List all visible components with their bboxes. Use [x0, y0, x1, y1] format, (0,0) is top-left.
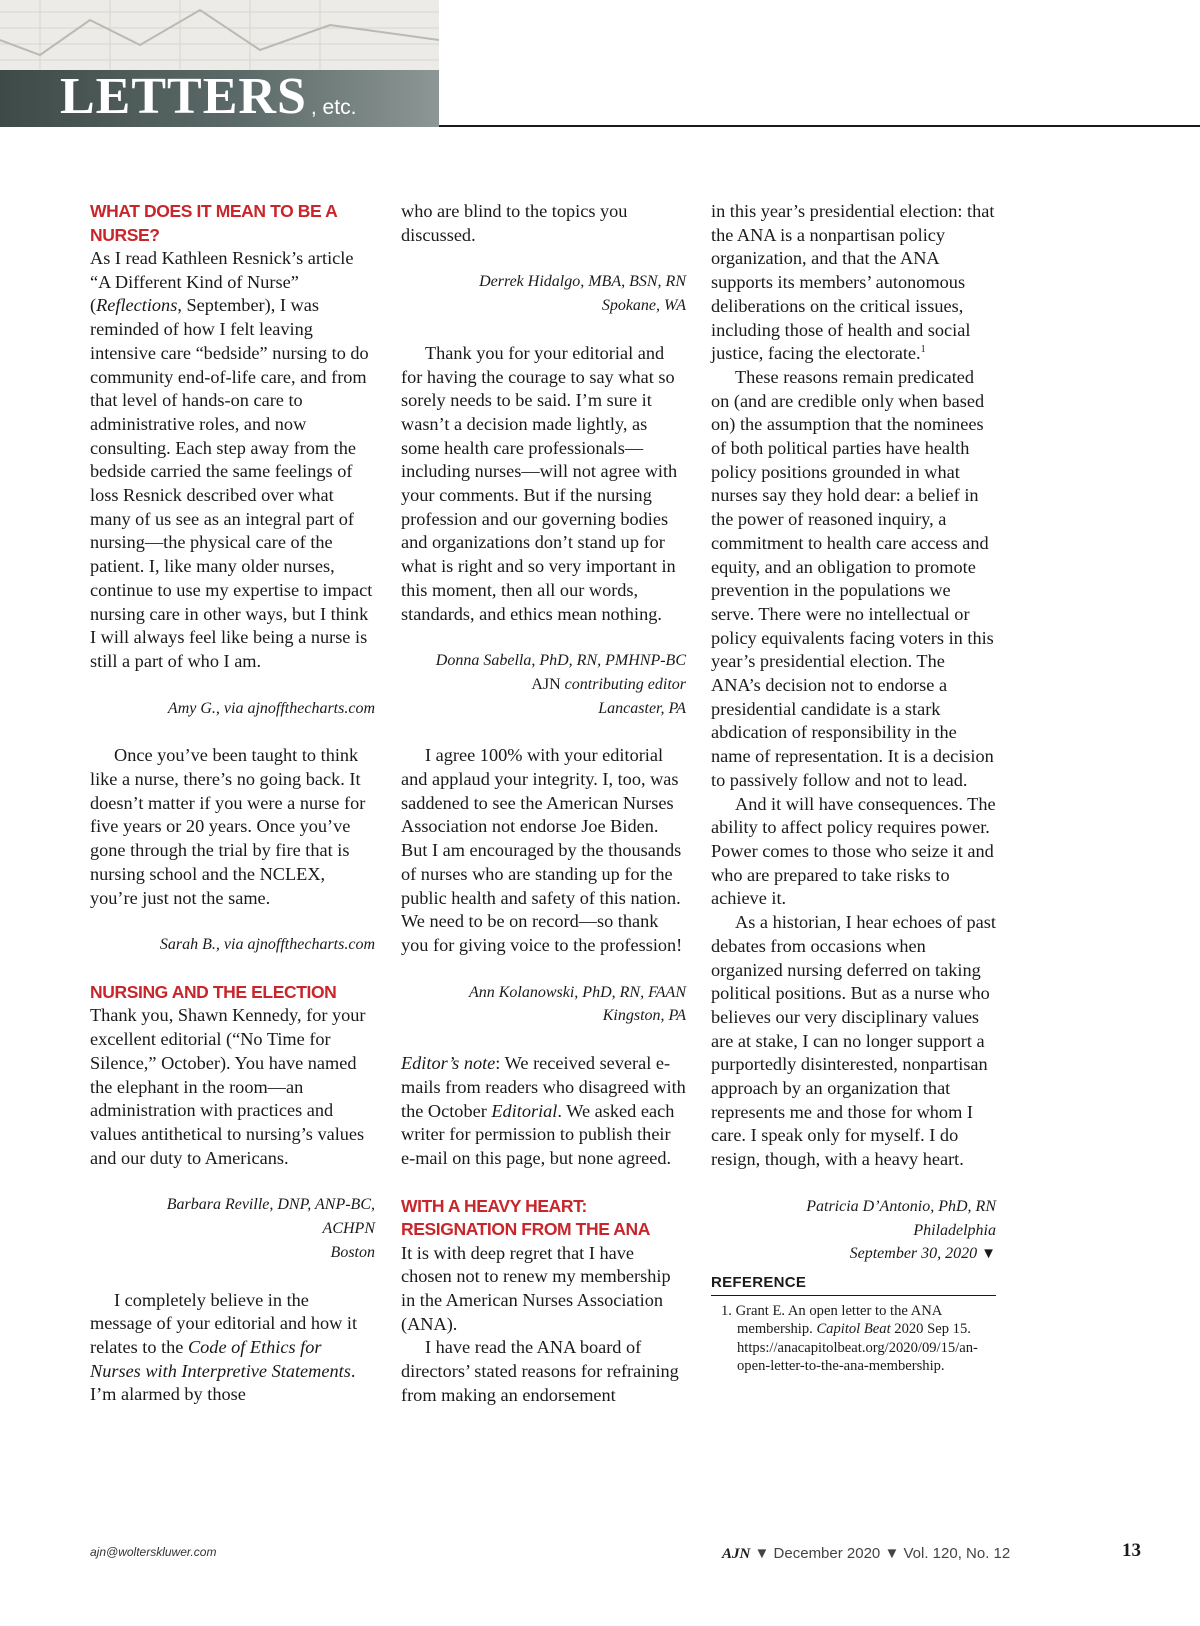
letter-signature: Barbara Reville, DNP, ANP-BC, ACHPN Boston [166, 1196, 375, 1261]
letter-paragraph: As a historian, I hear echoes of past debates from occasions when organized nursing deferred on taking political positions. But as a nurse who believes our very disciplinary values are at stake, I can no longer support a purportedly disinterested, nonpartisan approach by an organization that represents me and those for whom I care. I speak only for myself. I do resign, though, with a heavy heart. [711, 912, 996, 1170]
letter-signature: Sarah B., via ajnoffthecharts.com [159, 936, 375, 954]
letter-signature: Amy G., via ajnoffthecharts.com [167, 699, 375, 717]
letter-paragraph: And it will have consequences. The ability to affect policy requires power. Power comes to those who seize it and who are prepared to take risks to achieve it. [711, 793, 996, 909]
column-1 [90, 200, 375, 1407]
footer-email: ajn@wolterskluwer.com [90, 1545, 217, 1559]
letter-paragraph: It is with deep regret that I have chosen not to renew my membership in the American Nurses Association (ANA). [401, 1242, 671, 1334]
section-title-suffix: , etc. [310, 96, 357, 119]
editors-note: Editor’s note: We received several e-mails from readers who disagreed with the October Editorial. We asked each writer for permission to publish their e-mail on this page, but none agreed. [401, 1053, 686, 1168]
separator-icon: ▼ [884, 1545, 900, 1562]
letter-paragraph: in this year’s presidential election: that the ANA is a nonpartisan policy organization, and that the ANA supports its members’ autonomous deliberations on the critical issues, including those of health and social justice, facing the electorate.$^1$ [711, 201, 995, 364]
reference-heading: REFERENCE [711, 1273, 996, 1296]
letter-paragraph: I completely believe in the message of your editorial and how it relates to the Code of Ethics for Nurses with Interpretive Statements. I’m alarmed by those [90, 1289, 358, 1405]
journal-name: AJN [722, 1546, 751, 1562]
letter-signature: Donna Sabella, PhD, RN, PMHNP-BC AJN contributing editor Lancaster, PA [435, 652, 686, 717]
section-title [60, 70, 356, 127]
letter-paragraph: Thank you for your editorial and for having the courage to say what so sorely needs to be said. I’m sure it wasn’t a decision made lightly, as some health care professionals—including nurses—will not agree with your comments. But if the nursing profession and our governing bodies and organizations don’t stand up for what is right and so very important in this moment, then all our words, standards, and ethics mean nothing. [401, 342, 678, 624]
letter-signature: Ann Kolanowski, PhD, RN, FAAN Kingston, PA [468, 983, 686, 1025]
letter-paragraph: I agree 100% with your editorial and applaud your integrity. I, too, was saddened to see the American Nurses Association not endorse Joe Biden. But I am encouraged by the thousands of nurses who are standing up for the public health and safety of this nation. We need to be on record—so thank you for giving voice to the profession! [401, 745, 683, 955]
section-title-main: LETTERS [60, 68, 307, 125]
letter-paragraph: who are blind to the topics you discussed. [401, 201, 628, 245]
end-mark-icon: ▼ [981, 1246, 996, 1263]
letter-heading: WITH A HEAVY HEART: RESIGNATION FROM THE ANA [401, 1195, 651, 1240]
header-rule [439, 125, 1200, 127]
column-2 [401, 200, 686, 1408]
footer-journal-info: AJN ▼ December 2020 ▼ Vol. 120, No. 12 [722, 1545, 1011, 1562]
letter-paragraph: I have read the ANA board of directors’ stated reasons for refraining from making an endorsement [401, 1337, 679, 1405]
letter-paragraph: These reasons remain predicated on (and are credible only when based on) the assumption that the nominees of both political parties have health policy positions grounded in what nurses say they hold dear: a belief in the power of reasoned inquiry, a commitment to health care access and equity, and an obligation to promote prevention in the populations we serve. There were no intellectual or policy equivalents facing voters in this year’s presidential election. The ANA’s decision not to endorse a presidential candidate is a stark abdication of responsibility in the name of representation. It is a decision to passively follow and not to lead. [711, 366, 994, 790]
letter-paragraph: Thank you, Shawn Kennedy, for your excellent editorial (“No Time for Silence,” October). You have named the elephant in the room—an administration with practices and values antithetical to nursing’s values and our duty to Americans. [90, 1005, 366, 1168]
letter-signature: Derrek Hidalgo, MBA, BSN, RN Spokane, WA [479, 273, 686, 315]
letter-paragraph: As I read Kathleen Resnick’s article “A Different Kind of Nurse” (Reflections, September), I was reminded of how I felt leaving intensive care “bedside” nursing to do community end-of-life care, and from that level of hands-on care to administrative roles, and now consulting. Each step away from the bedside carried the same feelings of loss Resnick described over what many of us see as an integral part of nursing—the physical care of the patient. I, like many older nurses, continue to use my expertise to impact nursing care in other ways, but I think I will always feel like being a nurse is still a part of who I am. [90, 248, 373, 671]
letter-heading: WHAT DOES IT MEAN TO BE A NURSE? [90, 201, 337, 245]
reference-list [711, 1302, 996, 1376]
letter-heading: NURSING AND THE ELECTION [90, 981, 337, 1002]
page-number: 13 [1122, 1540, 1141, 1561]
reference-item: 1. Grant E. An open letter to the ANA membership. Capitol Beat 2020 Sep 15. https://anacapitolbeat.org/2020/09/15/an-open-letter-to-the-ana-membership. [721, 1302, 978, 1375]
column-3 [711, 200, 996, 1376]
letter-signature: Patricia D’Antonio, PhD, RN Philadelphia September 30, 2020 ▼ [806, 1197, 996, 1263]
letter-paragraph: Once you’ve been taught to think like a nurse, there’s no going back. It doesn’t matter if you were a nurse for five years or 20 years. Once you’ve gone through the trial by fire that is nursing school and the NCLEX, you’re just not the same. [90, 745, 366, 908]
separator-icon: ▼ [754, 1545, 770, 1562]
